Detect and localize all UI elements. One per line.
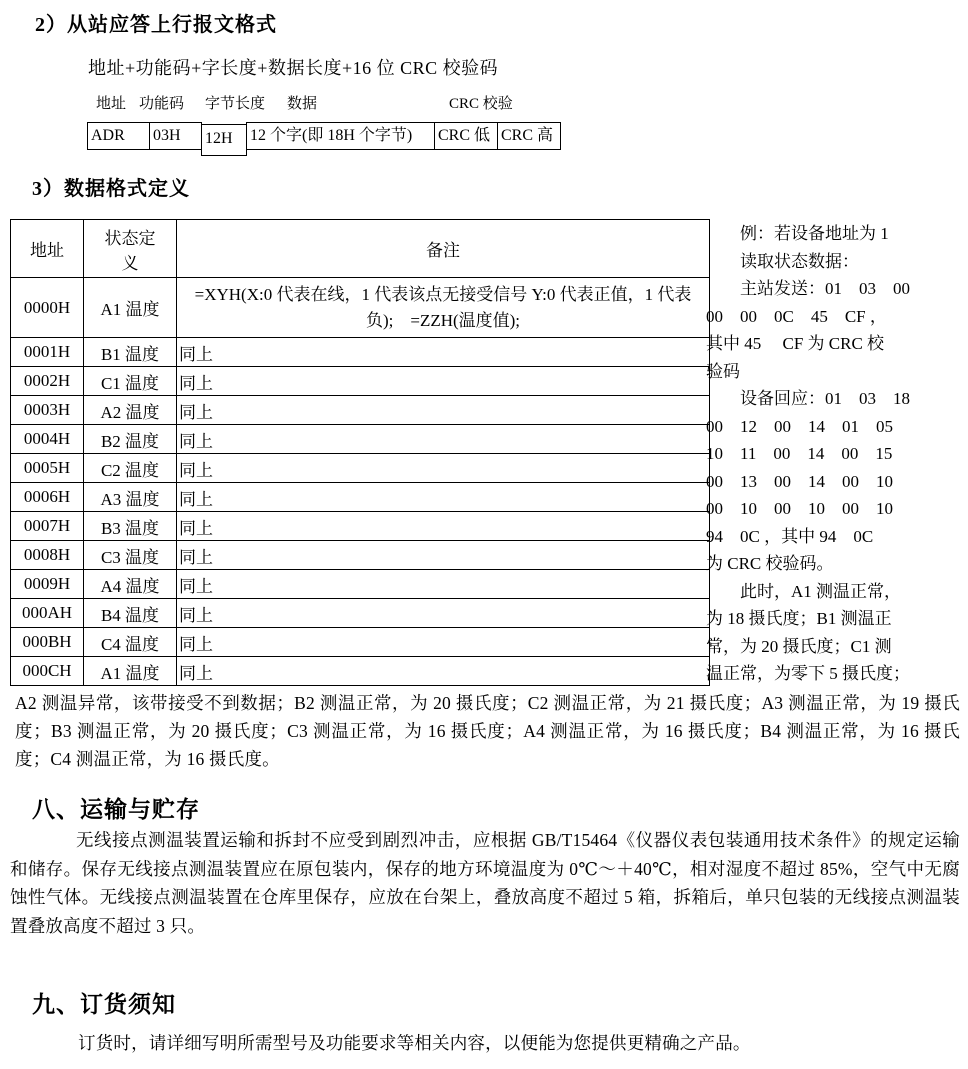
example-line: 10 11 00 14 00 15 xyxy=(706,444,893,463)
table-row xyxy=(11,628,710,657)
frame-cell-function: 03H xyxy=(149,122,202,150)
table-row xyxy=(11,454,710,483)
note-cell: 同上 xyxy=(177,628,710,657)
note-cell: =XYH(X:0 代表在线，1 代表该点无接受信号 Y:0 代表正值，1 代表负); =ZZH(温度值); xyxy=(177,278,710,338)
note-cell: 同上 xyxy=(177,454,710,483)
table-row xyxy=(11,512,710,541)
address-cell: 0007H xyxy=(11,512,84,541)
field-label-byte-length: 字节长度 xyxy=(205,96,266,112)
address-cell: 000CH xyxy=(11,657,84,686)
example-line: 00 00 0C 45 CF ， xyxy=(706,306,887,326)
state-cell: C3 温度 xyxy=(84,541,177,570)
note-cell: 同上 xyxy=(177,396,710,425)
table-row xyxy=(11,396,710,425)
field-label-crc-check: CRC 校验 xyxy=(449,96,513,112)
example-line: 00 13 00 14 00 10 xyxy=(706,471,893,491)
data-table-body xyxy=(11,278,710,686)
example-line: 主站发送：01 03 00 xyxy=(706,279,910,298)
state-cell: A2 温度 xyxy=(84,396,177,425)
table-row xyxy=(11,599,710,628)
example-column xyxy=(706,220,964,688)
state-cell: C4 温度 xyxy=(84,628,177,657)
note-cell: 同上 xyxy=(177,512,710,541)
note-cell: 同上 xyxy=(177,541,710,570)
example-line: 为 CRC 校验码。 xyxy=(706,554,834,573)
example-line: 00 12 00 14 01 05 xyxy=(706,416,893,436)
section8-paragraph: 无线接点测温装置运输和拆封不应受到剧烈冲击，应根据 GB/T15464《仪器仪表包装通用技术条件》的规定运输和储存。保存无线接点测温装置应在原包装内，保存的地方环境温度为 0℃～＋40℃，相对湿度不超过 85%，空气中无腐蚀性气体。无线接点测温装置在仓库里保存，应放在台架上，叠放高度不超过 5 箱，拆箱后，单只包装的无线接点测温装置叠放高度不超过 3 只。 xyxy=(10,830,960,936)
data-format-table xyxy=(10,219,710,686)
message-frame-row xyxy=(87,122,561,154)
state-cell: A1 温度 xyxy=(84,278,177,338)
address-cell: 0008H xyxy=(11,541,84,570)
address-cell: 0005H xyxy=(11,454,84,483)
example-line: 设备回应：01 03 18 xyxy=(706,389,910,408)
field-label-data: 数据 xyxy=(287,96,318,112)
example-line: 00 10 00 10 00 10 xyxy=(706,499,893,518)
header-state: 状态定义 xyxy=(84,220,177,278)
table-row xyxy=(11,541,710,570)
state-cell: C1 温度 xyxy=(84,367,177,396)
state-cell: A4 温度 xyxy=(84,570,177,599)
frame-cell-adr: ADR xyxy=(87,122,150,150)
frame-cell-crc-high: CRC 高 xyxy=(497,122,561,150)
frame-cell-length: 12H xyxy=(201,124,247,156)
address-cell: 0003H xyxy=(11,396,84,425)
message-format-formula: 地址+功能码+字长度+数据长度+16 位 CRC 校验码 xyxy=(88,58,499,78)
address-cell: 0009H xyxy=(11,570,84,599)
address-cell: 0000H xyxy=(11,278,84,338)
address-cell: 0002H xyxy=(11,367,84,396)
table-row xyxy=(11,278,710,338)
table-header-row xyxy=(11,220,710,278)
header-note: 备注 xyxy=(177,220,710,278)
example-line: 其中 45 CF 为 CRC 校 xyxy=(706,334,885,353)
table-row xyxy=(11,570,710,599)
state-cell: B2 温度 xyxy=(84,425,177,454)
address-cell: 0006H xyxy=(11,483,84,512)
frame-cell-data: 12 个字(即 18H 个字节) xyxy=(246,122,435,150)
table-row xyxy=(11,367,710,396)
example-line: 例：若设备地址为 1 xyxy=(706,224,889,243)
state-cell: A3 温度 xyxy=(84,483,177,512)
state-cell: B3 温度 xyxy=(84,512,177,541)
field-label-address: 地址 xyxy=(96,96,127,112)
address-cell: 000BH xyxy=(11,628,84,657)
note-cell: 同上 xyxy=(177,599,710,628)
continuation-paragraph: A2 测温异常，该带接受不到数据；B2 测温正常，为 20 摄氏度；C2 测温正常，为 21 摄氏度；A3 测温正常，为 19 摄氏度；B3 测温正常，为 20 摄氏度；C3 测温正常，为 16 摄氏度；A4 测温正常，为 16 摄氏度；B4 测温正常，为 16 摄氏度；C4 测温正常，为 16 摄氏度。 xyxy=(15,693,960,769)
example-line: 为 18 摄氏度；B1 测温正 xyxy=(706,609,892,628)
frame-cell-crc-low: CRC 低 xyxy=(434,122,498,150)
section3-heading: 3）数据格式定义 xyxy=(32,178,190,200)
note-cell: 同上 xyxy=(177,657,710,686)
field-label-function-code: 功能码 xyxy=(139,96,185,112)
example-line: 94 0C ，其中 94 0C xyxy=(706,526,874,546)
header-address: 地址 xyxy=(11,220,84,278)
table-row xyxy=(11,338,710,367)
note-cell: 同上 xyxy=(177,483,710,512)
note-cell: 同上 xyxy=(177,570,710,599)
example-line: 读取状态数据： xyxy=(706,251,859,271)
state-cell: C2 温度 xyxy=(84,454,177,483)
state-cell: A1 温度 xyxy=(84,657,177,686)
note-cell: 同上 xyxy=(177,367,710,396)
example-line: 常，为 20 摄氏度；C1 测 xyxy=(706,636,892,656)
table-head xyxy=(11,220,710,278)
example-line: 此时，A1 测温正常， xyxy=(706,581,902,601)
state-cell: B1 温度 xyxy=(84,338,177,367)
table-row xyxy=(11,483,710,512)
address-cell: 000AH xyxy=(11,599,84,628)
note-cell: 同上 xyxy=(177,338,710,367)
address-cell: 0001H xyxy=(11,338,84,367)
table-row xyxy=(11,657,710,686)
section2-heading: 2）从站应答上行报文格式 xyxy=(35,14,277,36)
section8-heading: 八、运输与贮存 xyxy=(32,796,200,822)
example-line: 验码 xyxy=(706,361,740,381)
note-cell: 同上 xyxy=(177,425,710,454)
section9-paragraph: 订货时，请详细写明所需型号及功能要求等相关内容，以便能为您提供更精确之产品。 xyxy=(78,1033,751,1053)
example-line: 温正常，为零下 5 摄氏度； xyxy=(706,664,910,683)
table-row xyxy=(11,425,710,454)
address-cell: 0004H xyxy=(11,425,84,454)
state-cell: B4 温度 xyxy=(84,599,177,628)
section9-heading: 九、订货须知 xyxy=(32,991,176,1017)
